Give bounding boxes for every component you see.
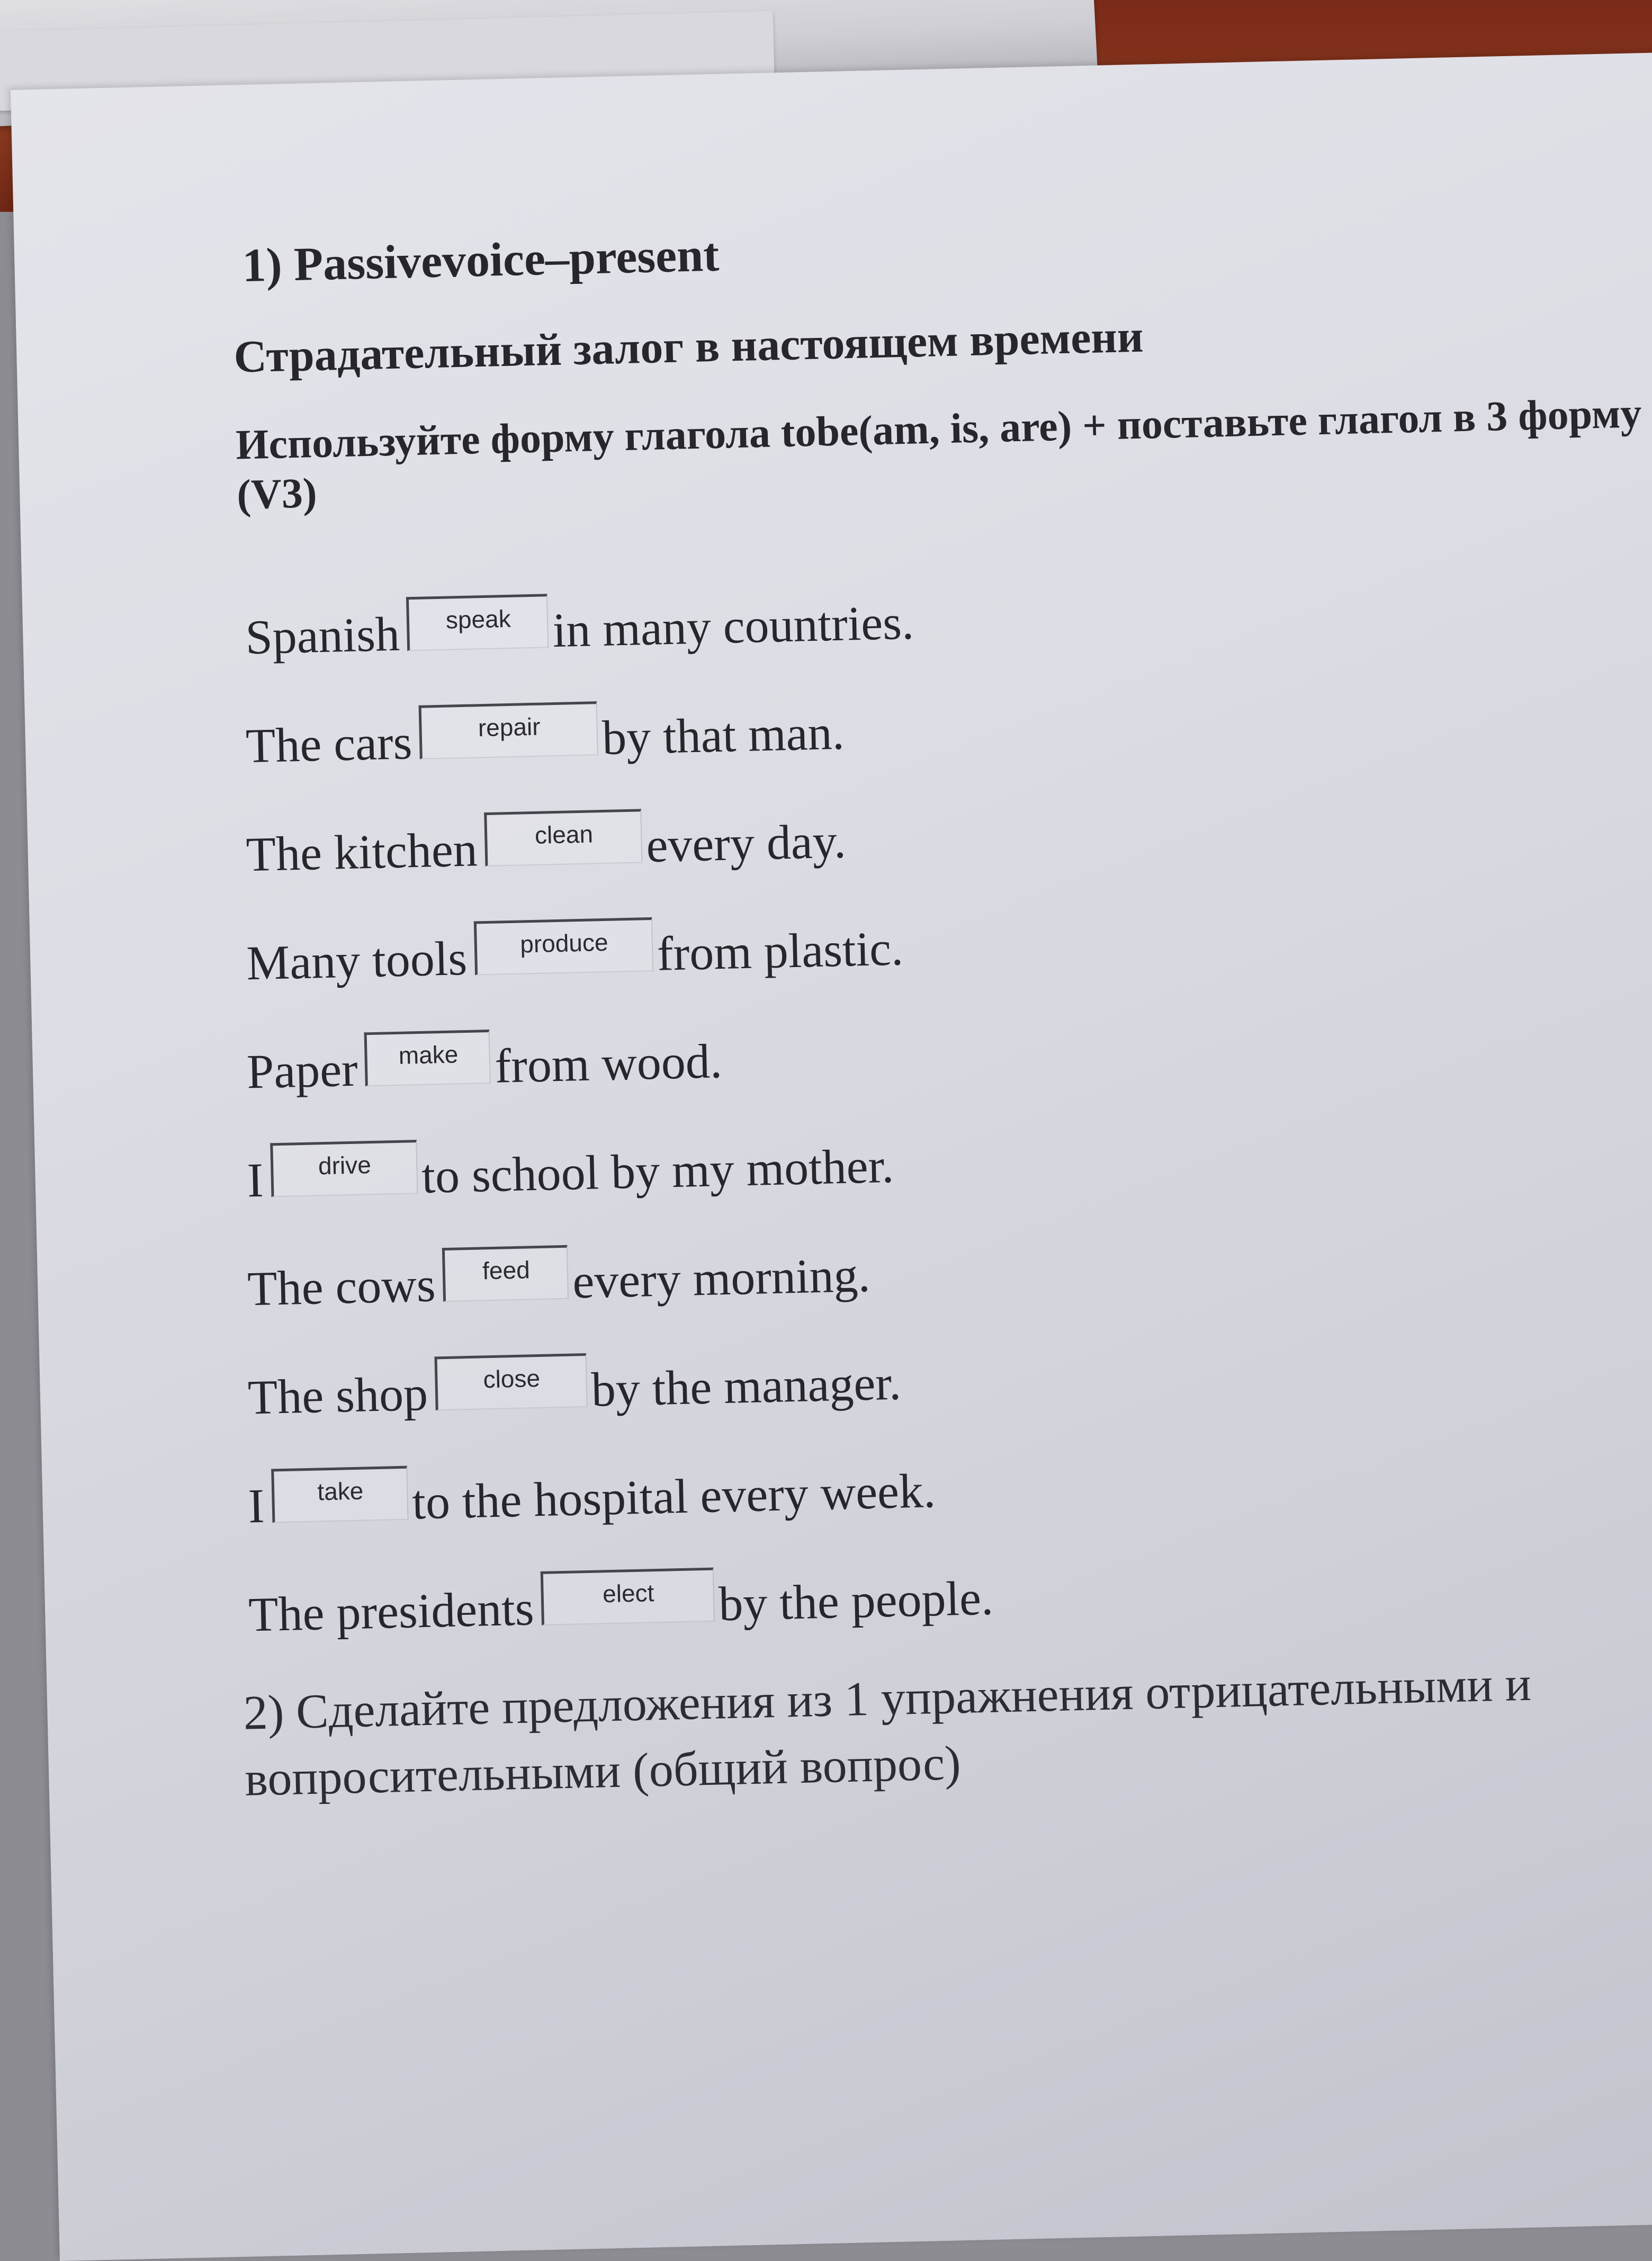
sentence-end: by that man. xyxy=(601,705,845,765)
verb-blank[interactable]: elect xyxy=(541,1568,715,1625)
sentence-end: by the manager. xyxy=(590,1355,902,1417)
sentence-end: by the people. xyxy=(718,1570,994,1631)
verb-blank[interactable]: speak xyxy=(406,594,549,651)
sentence-start: I xyxy=(247,1478,265,1533)
verb-blank[interactable]: feed xyxy=(442,1245,569,1302)
verb-blank[interactable]: produce xyxy=(473,917,653,976)
exercise-subtitle: Страдательный залог в настоящем времени xyxy=(233,310,1144,382)
sentence-start: I xyxy=(246,1152,264,1208)
sentence-end: from plastic. xyxy=(656,921,904,981)
verb-blank[interactable]: take xyxy=(271,1466,408,1523)
sentence-end: to the hospital every week. xyxy=(411,1463,936,1530)
verb-blank[interactable]: make xyxy=(364,1030,491,1086)
sentence-start: The cows xyxy=(247,1257,436,1316)
sentence-start: The kitchen xyxy=(245,822,478,882)
task-2-instruction: 2) Сделайте предложения из 1 упражнения отрицательными и вопросительными (общий вопрос) xyxy=(243,1656,1532,1806)
verb-blank[interactable]: close xyxy=(434,1353,587,1410)
sentence-end: every morning. xyxy=(572,1247,871,1309)
sentence-start: Spanish xyxy=(245,606,401,665)
worksheet xyxy=(11,52,1652,2261)
sentence-start: The presidents xyxy=(248,1581,535,1642)
exercise-title: 1) Passivevoice–present xyxy=(241,228,720,292)
sentence-start: Many tools xyxy=(246,931,468,990)
sentence-start: Paper xyxy=(246,1042,358,1099)
worksheet-content xyxy=(220,208,1642,1812)
sentence-end: to school by my mother. xyxy=(421,1138,895,1203)
verb-blank[interactable]: drive xyxy=(270,1140,418,1197)
sentence-start: The cars xyxy=(245,715,413,773)
sentence-start: The shop xyxy=(247,1366,429,1425)
verb-blank[interactable]: repair xyxy=(419,701,598,759)
verb-blank[interactable]: clean xyxy=(484,809,642,866)
sentence-end: from wood. xyxy=(494,1034,723,1093)
sentence-end: every day. xyxy=(645,814,847,873)
sentence-end: in many countries. xyxy=(552,595,914,658)
exercise-instruction: Используйте форму глагола tobe(am, is, are) + поставьте глагол в 3 форму (V3) xyxy=(235,390,1642,519)
